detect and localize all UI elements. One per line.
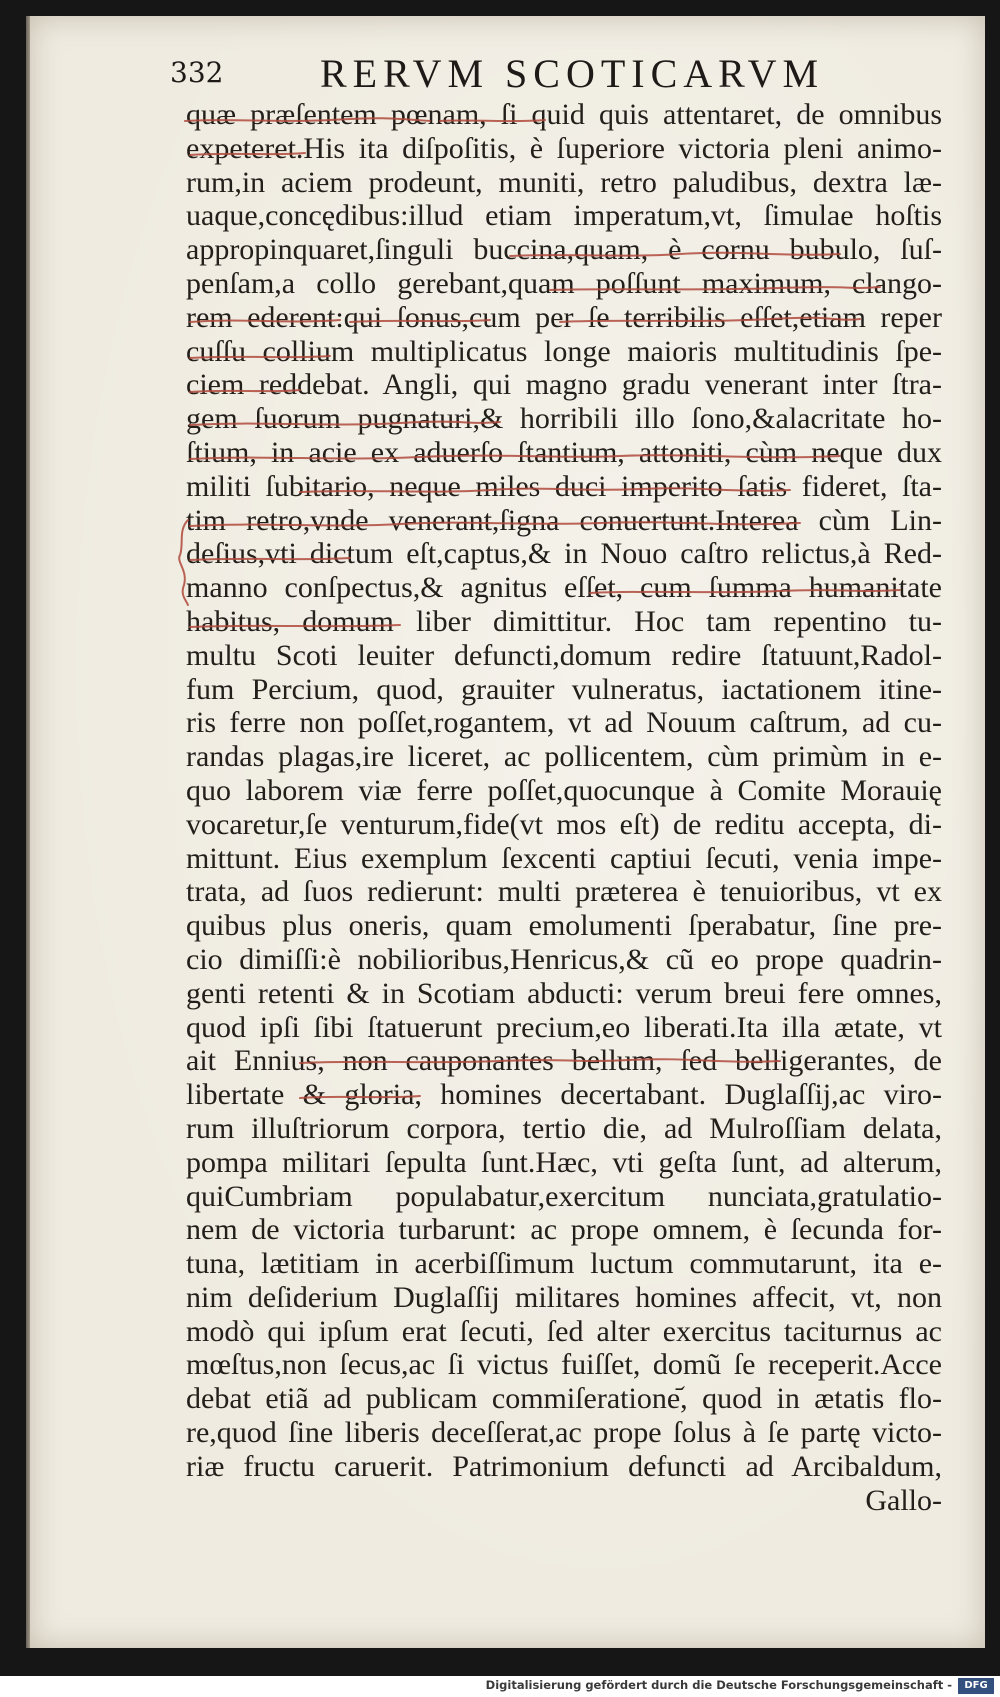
text-line: cio dimiſſi:è nobilioribus,Henricus,& cũ eo prope quadrin- xyxy=(186,942,942,976)
digitization-footer xyxy=(0,1676,1000,1697)
text-line: rem ederent:qui ſonus,cum per ſe terribilis eſſet,etiam reper xyxy=(186,300,942,334)
footer-credit: Digitalisierung gefördert durch die Deutsche Forschungsgemeinschaft - xyxy=(485,1678,952,1692)
text-block xyxy=(186,98,942,1517)
text-line: ris ferre non poſſet,rogantem, vt ad Nouum caſtrum, ad cu- xyxy=(186,706,942,740)
text-line: pompa militari ſepulta ſunt.Hæc, vti geſta ſunt, ad alterum, xyxy=(186,1145,942,1179)
text-line: vocaretur,ſe venturum,fide(vt mos eſt) de reditu accepta, di- xyxy=(186,807,942,841)
text-line: trata, ad ſuos redierunt: multi præterea è tenuioribus, vt ex xyxy=(186,875,942,909)
text-line: mittunt. Eius exemplum ſexcenti captiui ſecuti, venia impe- xyxy=(186,841,942,875)
text-line: habitus, domum liber dimittitur. Hoc tam repentino tu- xyxy=(186,604,942,638)
catchword: Gallo- xyxy=(865,1483,942,1517)
text-line: fum Percium, quod, grauiter vulneratus, iactationem itine- xyxy=(186,672,942,706)
text-line: nim deſiderium Duglaſſij militares homines affecit, vt, non xyxy=(186,1280,942,1314)
text-line: tim retro,vnde venerant,ſigna conuertunt.Interea cùm Lin- xyxy=(186,503,942,537)
text-line: genti retenti & in Scotiam abducti: verum breui fere omnes, xyxy=(186,976,942,1010)
text-line: ait Ennius, non cauponantes bellum, ſed belligerantes, de xyxy=(186,1044,942,1078)
text-line: quibus plus oneris, quam emolumenti ſperabatur, ſine pre- xyxy=(186,909,942,943)
text-line: tuna, lætitiam in acerbiſſimum luctum commutarunt, ita e- xyxy=(186,1247,942,1281)
text-line: ciem reddebat. Angli, qui magno gradu venerant inter ſtra- xyxy=(186,368,942,402)
text-line: nem de victoria turbarunt: ac prope omnem, è ſecunda for- xyxy=(186,1213,942,1247)
text-line: penſam,a collo gerebant,quam poſſunt maximum, clango- xyxy=(186,266,942,300)
text-line: modò qui ipſum erat ſecuti, ſed alter exercitus taciturnus ac xyxy=(186,1314,942,1348)
text-line: re,quod ſine liberis deceſſerat,ac prope ſolus à ſe partę victo- xyxy=(186,1416,942,1450)
dfg-logo: DFG xyxy=(958,1678,994,1694)
text-line: quiCumbriam populabatur,exercitum nunciata,gratulatio- xyxy=(186,1179,942,1213)
text-line: expeteret.His ita diſpoſitis, è ſuperiore victoria pleni animo- xyxy=(186,131,942,165)
text-line: uaque,concędibus:illud etiam imperatum,vt, ſimulae hoſtis xyxy=(186,199,942,233)
page-number: 332 xyxy=(170,56,224,89)
text-line: gem ſuorum pugnaturi,& horribili illo ſono,&alacritate ho- xyxy=(186,402,942,436)
running-head xyxy=(170,51,940,96)
text-line: cuſſu collium multiplicatus longe maioris multitudinis ſpe- xyxy=(186,334,942,368)
running-title: RERVM SCOTICARVM xyxy=(320,51,825,96)
text-line: manno conſpectus,& agnitus eſſet, cum ſumma humanitate xyxy=(186,571,942,605)
text-line: militi ſubitario, neque miles duci imperito ſatis fideret, ſta- xyxy=(186,469,942,503)
text-line: multu Scoti leuiter defuncti,domum redire ſtatuunt,Radol- xyxy=(186,638,942,672)
text-line: quæ præſentem pœnam, ſi quid quis attentaret, de omnibus xyxy=(186,98,942,131)
text-line: deſius,vti dictum eſt,captus,& in Nouo caſtro relictus,à Red- xyxy=(186,537,942,571)
text-line: rum illuſtriorum corpora, tertio die, ad Mulroſſiam delata, xyxy=(186,1111,942,1145)
text-line: debat etiã ad publicam commiſeratione᷄, quod in ætatis flo- xyxy=(186,1382,942,1416)
text-line: quod ipſi ſibi ſtatuerunt precium,eo liberati.Ita illa ætate, vt xyxy=(186,1010,942,1044)
text-line: ſtium, in acie ex aduerſo ſtantium, attoniti, cùm neque dux xyxy=(186,435,942,469)
text-line: mœſtus,non ſecus,ac ſi victus fuiſſet, domũ ſe receperit.Acce xyxy=(186,1348,942,1382)
text-line: appropinquaret,ſinguli buccina,quam, è cornu bubulo, ſuſ- xyxy=(186,233,942,267)
text-line: quo laborem viæ ferre poſſet,quocunque à Comite Morauię xyxy=(186,773,942,807)
text-line: randas plagas,ire liceret, ac pollicentem, cùm primùm in e- xyxy=(186,740,942,774)
text-line: riæ fructu caruerit. Patrimonium defuncti ad Arcibaldum, xyxy=(186,1449,942,1483)
text-line: rum,in aciem prodeunt, muniti, retro paludibus, dextra læ- xyxy=(186,165,942,199)
text-line: libertate & gloria, homines decertabant. Duglaſſij,ac viro- xyxy=(186,1078,942,1112)
